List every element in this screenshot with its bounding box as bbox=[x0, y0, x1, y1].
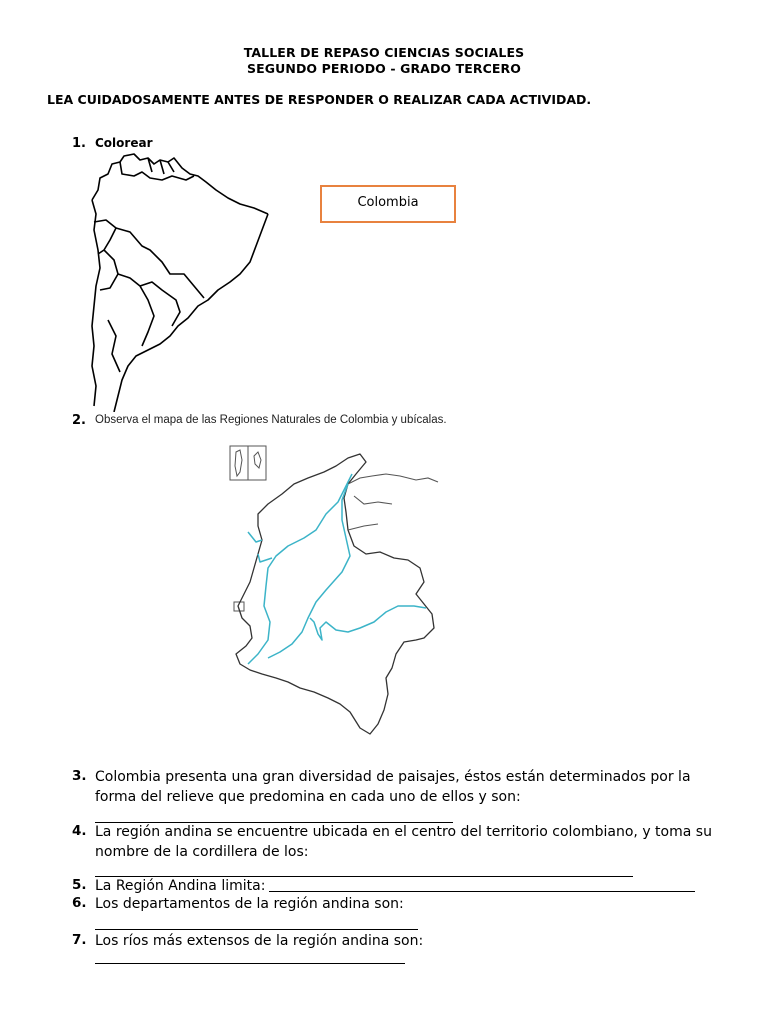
question-5-answer-line[interactable] bbox=[269, 877, 695, 892]
river-lines bbox=[248, 474, 426, 664]
question-5-number: 5. bbox=[72, 877, 87, 893]
worksheet-subtitle: SEGUNDO PERIODO - GRADO TERCERO bbox=[247, 61, 521, 76]
question-3-answer-line[interactable] bbox=[95, 808, 453, 823]
question-6-number: 6. bbox=[72, 895, 87, 911]
question-4-line2: nombre de la cordillera de los: bbox=[95, 844, 309, 860]
instruction-text: LEA CUIDADOSAMENTE ANTES DE RESPONDER O REALIZAR CADA ACTIVIDAD. bbox=[47, 92, 592, 107]
colombia-label-box: Colombia bbox=[320, 185, 456, 223]
question-6-text: Los departamentos de la región andina son: bbox=[95, 896, 404, 912]
question-2-number: 2. bbox=[72, 413, 86, 428]
question-3-line1: Colombia presenta una gran diversidad de paisajes, éstos están determinados por la bbox=[95, 769, 691, 785]
question-6-answer-line[interactable] bbox=[95, 915, 418, 930]
question-5-text: La Región Andina limita: bbox=[95, 878, 266, 894]
question-7-number: 7. bbox=[72, 932, 87, 948]
question-1-text: Colorear bbox=[95, 136, 153, 150]
south-america-map bbox=[90, 150, 272, 412]
question-2-text: Observa el mapa de las Regiones Naturales de Colombia y ubícalas. bbox=[95, 414, 447, 426]
question-7-text: Los ríos más extensos de la región andina son: bbox=[95, 933, 424, 949]
question-1-number: 1. bbox=[72, 136, 86, 151]
worksheet-title: TALLER DE REPASO CIENCIAS SOCIALES bbox=[243, 45, 525, 60]
question-3-number: 3. bbox=[72, 768, 87, 784]
question-4-number: 4. bbox=[72, 823, 87, 839]
question-3-line2: forma del relieve que predomina en cada uno de ellos y son: bbox=[95, 789, 521, 805]
question-4-answer-line[interactable] bbox=[95, 862, 633, 877]
question-4-line1: La región andina se encuentre ubicada en el centro del territorio colombiano, y toma su bbox=[95, 824, 712, 840]
question-7-answer-line[interactable] bbox=[95, 949, 405, 964]
colombia-regions-map bbox=[228, 442, 440, 762]
